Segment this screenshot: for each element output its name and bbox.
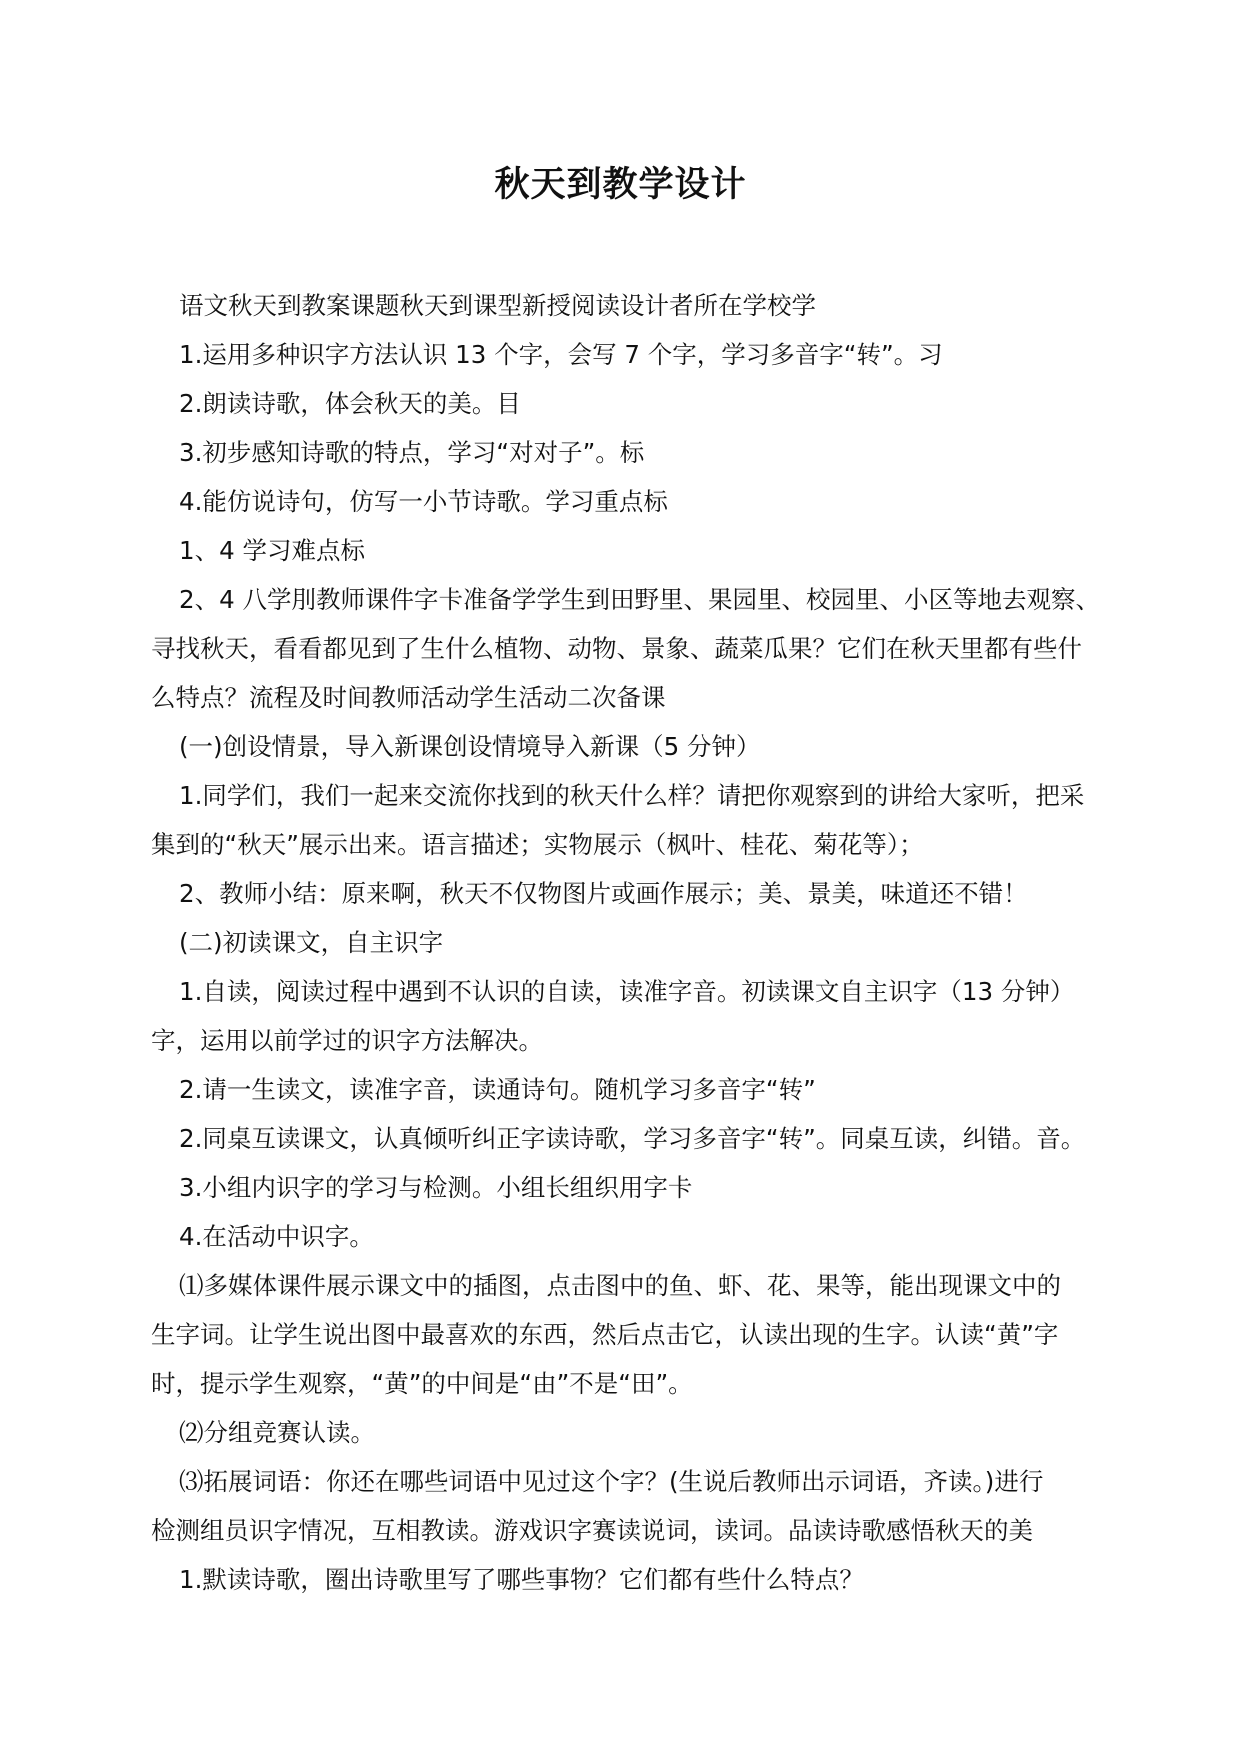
text-line: (二)初读课文，自主识字 xyxy=(179,928,444,957)
text-line: 检测组员识字情况，互相教读。游戏识字赛读说词，读词。品读诗歌感悟秋天的美 xyxy=(151,1516,1033,1545)
text-line: 3.小组内识字的学习与检测。小组长组织用字卡 xyxy=(179,1173,693,1202)
text-line: 2.请一生读文，读准字音，读通诗句。随机学习多音字“转” xyxy=(179,1075,816,1104)
text-line: 2.朗读诗歌，体会秋天的美。目 xyxy=(179,389,521,418)
text-line: 2.同桌互读课文，认真倾听纠正字读诗歌，学习多音字“转”。同桌互读，纠错。音。 xyxy=(179,1124,1086,1153)
text-line: 1.默读诗歌，圈出诗歌里写了哪些事物？它们都有些什么特点？ xyxy=(179,1565,864,1594)
text-line: 语文秋天到教案课题秋天到课型新授阅读设计者所在学校学 xyxy=(179,291,816,320)
text-line: ⑴多媒体课件展示课文中的插图，点击图中的鱼、虾、花、果等，能出现课文中的 xyxy=(179,1271,1061,1300)
text-line: ⑶拓展词语：你还在哪些词语中见过这个字？(生说后教师出示词语，齐读。)进行 xyxy=(179,1467,1044,1496)
text-line: 么特点？流程及时间教师活动学生活动二次备课 xyxy=(151,683,666,712)
text-line: 1.同学们，我们一起来交流你找到的秋天什么样？请把你观察到的讲给大家听，把采 xyxy=(179,781,1085,810)
text-line: 3.初步感知诗歌的特点，学习“对对子”。标 xyxy=(179,438,645,467)
text-line: 1、4 学习难点标 xyxy=(179,536,365,565)
text-line: (一)创设情景，导入新课创设情境导入新课（5 分钟） xyxy=(179,732,761,761)
text-line: 字，运用以前学过的识字方法解决。 xyxy=(151,1026,543,1055)
text-line: 2、4 八学刖教师课件字卡准备学学生到田野里、果园里、校园里、小区等地去观察、 xyxy=(179,585,1100,614)
text-line: 4.能仿说诗句，仿写一小节诗歌。学习重点标 xyxy=(179,487,668,516)
text-line: 生字词。让学生说出图中最喜欢的东西，然后点击它，认读出现的生字。认读“黄”字 xyxy=(151,1320,1059,1349)
text-line: 1.运用多种识字方法认识 13 个字，会写 7 个字，学习多音字“转”。习 xyxy=(179,340,943,369)
text-line: 集到的“秋天”展示出来。语言描述；实物展示（枫叶、桂花、菊花等）； xyxy=(151,830,924,859)
text-line: 寻找秋天，看看都见到了生什么植物、动物、景象、蔬菜瓜果？它们在秋天里都有些什 xyxy=(151,634,1082,663)
text-line: 2、教师小结：原来啊，秋天不仅物图片或画作展示；美、景美，味道还不错！ xyxy=(179,879,1028,908)
text-line: 4.在活动中识字。 xyxy=(179,1222,374,1251)
document-title: 秋天到教学设计 xyxy=(494,165,747,205)
text-line: 时，提示学生观察，“黄”的中间是“由”不是“田”。 xyxy=(151,1369,693,1398)
text-line: 1.自读，阅读过程中遇到不认识的自读，读准字音。初读课文自主识字（13 分钟） xyxy=(179,977,1075,1006)
document-body xyxy=(151,281,1121,1604)
text-line: ⑵分组竞赛认读。 xyxy=(179,1418,375,1447)
